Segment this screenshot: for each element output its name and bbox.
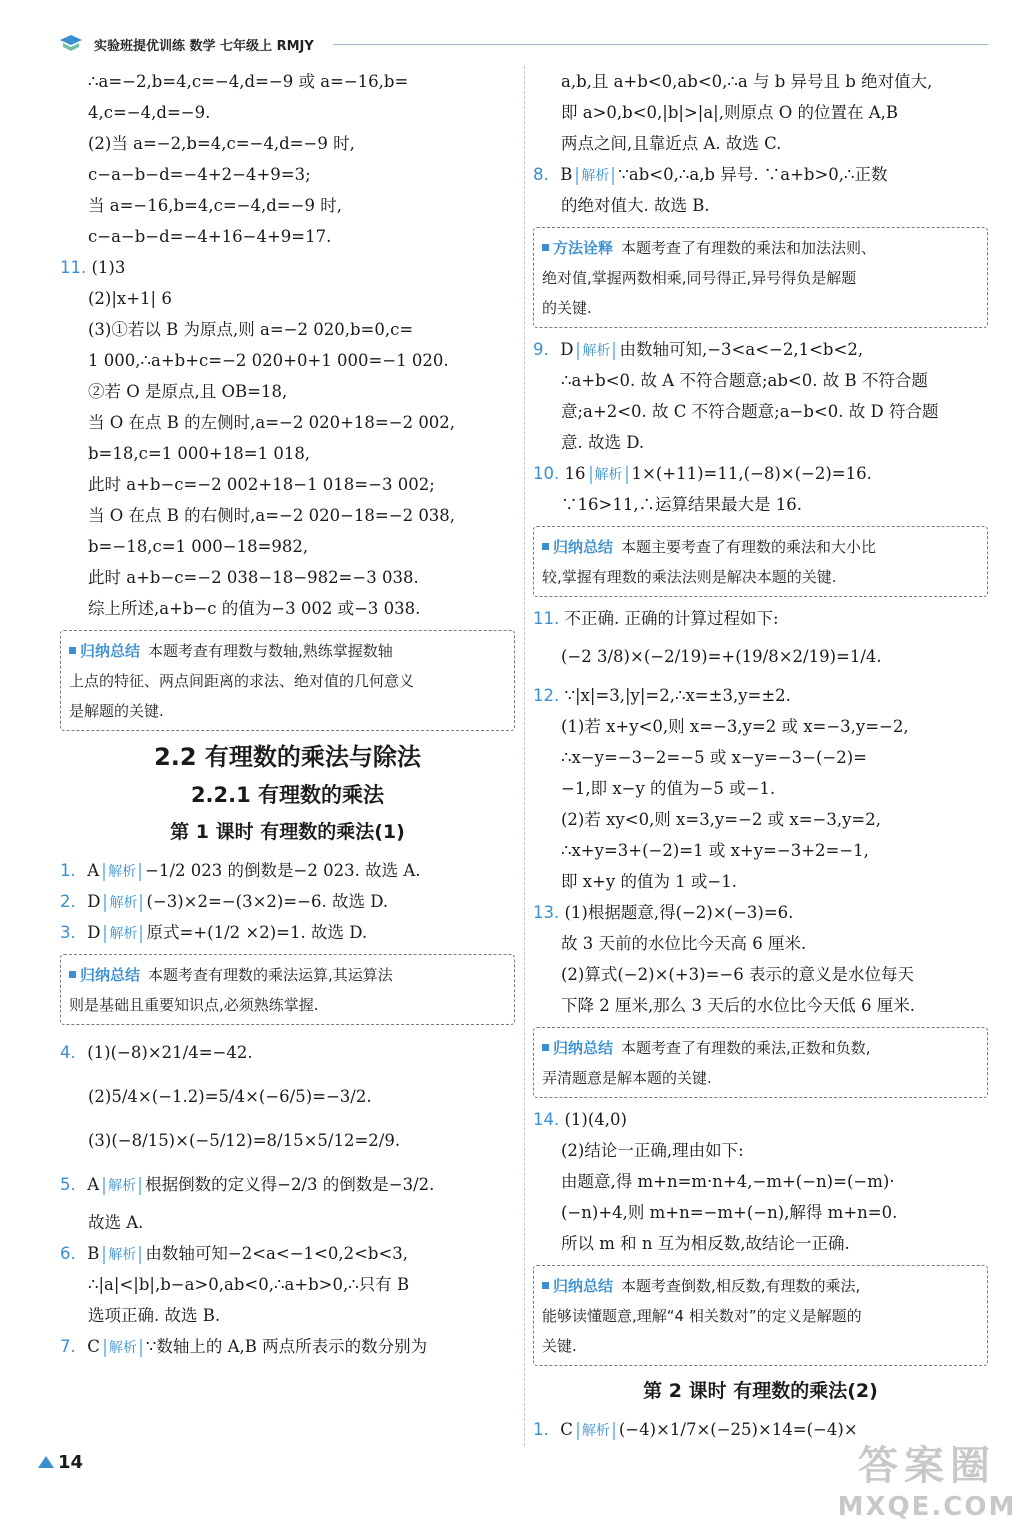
question-number: 2. [60, 892, 76, 911]
note-line: 本题考查了有理数的乘法,正数和负数, [621, 1039, 871, 1057]
note-title: 归纳总结 [80, 642, 141, 660]
book-title: 实验班提优训练 数学 七年级上 RMJY [94, 39, 314, 54]
answer-text: (−4)×1/7×(−25)×14=(−4)× [618, 1420, 858, 1439]
question-number: 11. [533, 609, 560, 628]
note-line: 上点的特征、两点间距离的求法、绝对值的几何意义 [69, 672, 415, 690]
note-line: 是解题的关键. [69, 702, 164, 720]
answer-line: a,b,且 a+b<0,ab<0,∴a 与 b 异号且 b 绝对值大, [561, 72, 933, 91]
question-number: 14. [533, 1110, 560, 1129]
answer-text: −1/2 023 的倒数是−2 023. 故选 A. [145, 861, 421, 880]
page-header [58, 32, 988, 56]
answer-line: (−2 3/8)×(−2/19)=+(19/8×2/19)=1/4. [561, 647, 882, 666]
summary-note [533, 1265, 988, 1366]
answer-text: (1)3 [91, 258, 126, 277]
answer-line: ∴x+y=3+(−2)=1 或 x+y=−3+2=−1, [561, 841, 869, 860]
answer-line: 意;a+2<0. 故 C 不符合题意;a−b<0. 故 D 符合题 [561, 402, 939, 421]
answer-line: (3)①若以 B 为原点,则 a=−2 020,b=0,c= [88, 320, 414, 339]
question-number: 13. [533, 903, 560, 922]
answer-line: −1,即 x−y 的值为−5 或−1. [561, 779, 776, 798]
answer-text: ∵|x|=3,|y|=2,∴x=±3,y=±2. [564, 686, 791, 705]
question-2 [60, 886, 515, 917]
answer-choice: D [87, 923, 101, 942]
answer-text: 不正确. 正确的计算过程如下: [564, 609, 779, 628]
answer-choice: 16 [564, 464, 586, 483]
answer-line: ∵16>11,∴运算结果最大是 16. [561, 495, 803, 514]
answer-text: (1)(−8)×21/4=−42. [87, 1043, 253, 1062]
answer-text: ∵ab<0,∴a,b 异号. ∵a+b>0,∴正数 [618, 165, 888, 184]
summary-note [533, 1027, 988, 1098]
question-10 [533, 458, 988, 489]
answer-line: 所以 m 和 n 互为相反数,故结论一正确. [561, 1234, 850, 1253]
summary-note [533, 526, 988, 597]
answer-line: (2)算式(−2)×(+3)=−6 表示的意义是水位每天 [561, 965, 914, 984]
note-bullet-icon [542, 1044, 549, 1051]
answer-line: (2)结论一正确,理由如下: [561, 1141, 744, 1160]
question-13 [533, 897, 988, 928]
answer-text: 1×(+11)=11,(−8)×(−2)=16. [631, 464, 872, 483]
answer-choice: B [87, 1244, 100, 1263]
answer-line: 此时 a+b−c=−2 038−18−982=−3 038. [88, 568, 419, 587]
question-9 [533, 334, 988, 365]
answer-line: 选项正确. 故选 B. [88, 1306, 221, 1325]
answer-line: 1 000,∴a+b+c=−2 020+0+1 000=−1 020. [88, 351, 449, 370]
answer-text: 由数轴可知,−3<a<−2,1<b<2, [619, 340, 864, 359]
note-line: 关键. [542, 1337, 577, 1355]
note-title: 归纳总结 [553, 1277, 614, 1295]
answer-line: 故 3 天前的水位比今天高 6 厘米. [561, 934, 807, 953]
answer-line: ∴x−y=−3−2=−5 或 x−y=−3−(−2)= [561, 748, 868, 767]
answer-choice: A [87, 1175, 100, 1194]
column-divider [524, 66, 525, 1446]
answer-line: 即 a>0,b<0,|b|>|a|,则原点 O 的位置在 A,B [561, 103, 899, 122]
question-3 [60, 917, 515, 948]
header-rule [333, 44, 988, 45]
answer-choice: C [87, 1337, 100, 1356]
answer-line: ∴|a|<|b|,b−a>0,ab<0,∴a+b>0,∴只有 B [88, 1275, 410, 1294]
analysis-tag: 解析 [577, 1422, 615, 1440]
answer-line: 下降 2 厘米,那么 3 天后的水位比今天低 6 厘米. [561, 996, 915, 1015]
question-number: 1. [60, 861, 76, 880]
answer-line: (2)5/4×(−1.2)=5/4×(−6/5)=−3/2. [88, 1087, 372, 1106]
answer-text: (1)(4,0) [564, 1110, 627, 1129]
answer-line: (−n)+4,则 m+n=−m+(−n),解得 m+n=0. [561, 1203, 898, 1222]
answer-choice: C [560, 1420, 573, 1439]
answer-choice: B [560, 165, 573, 184]
question-number: 1. [533, 1420, 549, 1439]
answer-text: ∵数轴上的 A,B 两点所表示的数分别为 [145, 1337, 428, 1356]
answer-text: 由数轴可知−2<a<−1<0,2<b<3, [145, 1244, 409, 1263]
note-line: 绝对值,掌握两数相乘,同号得正,异号得负是解题 [542, 269, 857, 287]
answer-line: c−a−b−d=−4+16−4+9=17. [88, 227, 332, 246]
note-title: 归纳总结 [553, 1039, 614, 1057]
watermark-logo-text: 答案圈 [858, 1443, 996, 1489]
note-title: 归纳总结 [553, 538, 614, 556]
note-bullet-icon [542, 1282, 549, 1289]
note-line: 本题考查倒数,相反数,有理数的乘法, [621, 1277, 861, 1295]
page-number-text: 14 [58, 1452, 84, 1473]
lesson-heading: 第 1 课时 有理数的乘法(1) [170, 821, 405, 843]
answer-text: 原式=+(1/2 ×2)=1. 故选 D. [146, 923, 368, 942]
answer-line: 由题意,得 m+n=m·n+4,−m+(−n)=(−m)· [561, 1172, 895, 1191]
question-number: 12. [533, 686, 560, 705]
note-line: 本题主要考查了有理数的乘法和大小比 [621, 538, 877, 556]
summary-note [60, 630, 515, 731]
analysis-tag: 解析 [103, 863, 141, 881]
answer-line: (2)当 a=−2,b=4,c=−4,d=−9 时, [88, 134, 355, 153]
answer-line: 此时 a+b−c=−2 002+18−1 018=−3 002; [88, 475, 435, 494]
answer-text: (−3)×2=−(3×2)=−6. 故选 D. [146, 892, 389, 911]
analysis-tag: 解析 [590, 466, 628, 484]
answer-line: (2)|x+1| 6 [88, 289, 172, 308]
question-1 [60, 855, 515, 886]
question-5 [60, 1163, 515, 1207]
note-line: 本题考查了有理数的乘法和加法法则、 [621, 239, 877, 257]
answer-text: 根据倒数的定义得−2/3 的倒数是−3/2. [145, 1175, 435, 1194]
answer-choice: A [87, 861, 100, 880]
answer-line: 意. 故选 D. [561, 433, 645, 452]
answer-line: 两点之间,且靠近点 A. 故选 C. [561, 134, 782, 153]
answer-line: 当 O 在点 B 的右侧时,a=−2 020−18=−2 038, [88, 506, 456, 525]
summary-note [60, 954, 515, 1025]
page-number [38, 1452, 83, 1473]
answer-line: 的绝对值大. 故选 B. [561, 196, 710, 215]
analysis-tag: 解析 [104, 1339, 142, 1357]
watermark-url: MXQE.COM [837, 1492, 1017, 1522]
answer-line: 故选 A. [88, 1213, 144, 1232]
question-7 [60, 1331, 515, 1362]
right-column [533, 66, 988, 1445]
question-number: 3. [60, 923, 76, 942]
answer-line: ∴a=−2,b=4,c=−4,d=−9 或 a=−16,b= [88, 72, 409, 91]
section-heading: 2.2 有理数的乘法与除法 [154, 743, 421, 771]
answer-line: 当 O 在点 B 的左侧时,a=−2 020+18=−2 002, [88, 413, 456, 432]
question-11 [60, 252, 515, 283]
answer-line: 即 x+y 的值为 1 或−1. [561, 872, 737, 891]
answer-choice: D [560, 340, 574, 359]
answer-line: (3)(−8/15)×(−5/12)=8/15×5/12=2/9. [88, 1131, 401, 1150]
answer-line: ②若 O 是原点,且 OB=18, [88, 382, 288, 401]
note-bullet-icon [542, 244, 549, 251]
answer-line: b=−18,c=1 000−18=982, [88, 537, 309, 556]
answer-text: (1)根据题意,得(−2)×(−3)=6. [564, 903, 794, 922]
note-title: 归纳总结 [80, 966, 141, 984]
answer-line: 4,c=−4,d=−9. [88, 103, 211, 122]
answer-line: ∴a+b<0. 故 A 不符合题意;ab<0. 故 B 不符合题 [561, 371, 928, 390]
question-number: 7. [60, 1337, 76, 1356]
analysis-tag: 解析 [577, 342, 615, 360]
question-number: 6. [60, 1244, 76, 1263]
question-4 [60, 1031, 515, 1075]
answer-line: 当 a=−16,b=4,c=−4,d=−9 时, [88, 196, 342, 215]
analysis-tag: 解析 [103, 1246, 141, 1264]
note-line: 本题考查有理数与数轴,熟练掌握数轴 [148, 642, 393, 660]
analysis-tag: 解析 [576, 167, 614, 185]
answer-line: b=18,c=1 000+18=1 018, [88, 444, 311, 463]
question-number: 9. [533, 340, 549, 359]
note-line: 的关键. [542, 299, 592, 317]
note-bullet-icon [69, 971, 76, 978]
note-line: 本题考查有理数的乘法运算,其运算法 [148, 966, 393, 984]
question-14 [533, 1104, 988, 1135]
note-bullet-icon [542, 543, 549, 550]
answer-line: (2)若 xy<0,则 x=3,y=−2 或 x=−3,y=2, [561, 810, 881, 829]
subsection-heading: 2.2.1 有理数的乘法 [190, 783, 385, 807]
note-line: 弄清题意是解本题的关键. [542, 1069, 712, 1087]
watermark [832, 1440, 1022, 1530]
answer-line: c−a−b−d=−4+2−4+9=3; [88, 165, 311, 184]
question-number: 5. [60, 1175, 76, 1194]
question-number: 10. [533, 464, 560, 483]
answer-line: 综上所述,a+b−c 的值为−3 002 或−3 038. [88, 599, 421, 618]
question-number: 8. [533, 165, 549, 184]
note-title: 方法诠释 [553, 239, 614, 257]
question-number: 11. [60, 258, 87, 277]
note-line: 能够读懂题意,理解“4 相关数对”的定义是解题的 [542, 1307, 862, 1325]
question-number: 4. [60, 1043, 76, 1062]
question-12 [533, 680, 988, 711]
question-11 [533, 603, 988, 634]
question-8 [533, 159, 988, 190]
analysis-tag: 解析 [103, 1177, 141, 1195]
question-6 [60, 1238, 515, 1269]
left-column [60, 66, 515, 1362]
note-line: 较,掌握有理数的乘法法则是解决本题的关键. [542, 568, 837, 586]
page-arrow-icon [38, 1456, 54, 1468]
answer-line: (1)若 x+y<0,则 x=−3,y=2 或 x=−3,y=−2, [561, 717, 909, 736]
book-logo-icon [58, 32, 84, 54]
analysis-tag: 解析 [104, 894, 142, 912]
method-note [533, 227, 988, 328]
answer-choice: D [87, 892, 101, 911]
analysis-tag: 解析 [104, 925, 142, 943]
note-bullet-icon [69, 647, 76, 654]
note-line: 则是基础且重要知识点,必须熟练掌握. [69, 996, 319, 1014]
lesson-heading: 第 2 课时 有理数的乘法(2) [643, 1380, 878, 1402]
